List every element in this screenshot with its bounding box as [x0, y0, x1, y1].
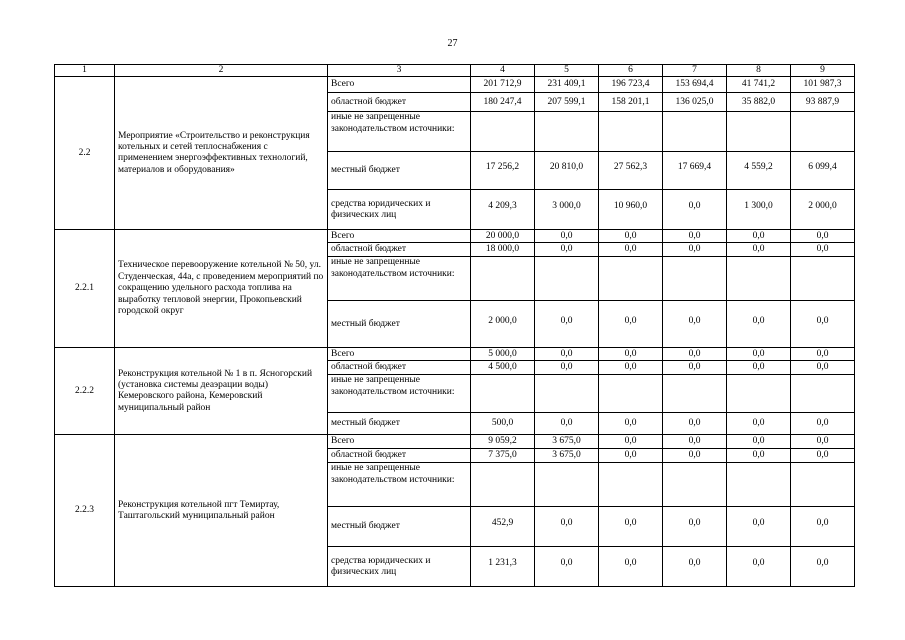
value-cell: 0,0	[791, 230, 855, 243]
value-cell: 0,0	[535, 507, 599, 547]
value-cell: 0,0	[791, 435, 855, 449]
funding-source-label: Всего	[328, 77, 471, 93]
column-number: 6	[599, 65, 663, 77]
value-cell: 20 810,0	[535, 152, 599, 190]
value-cell: 17 256,2	[471, 152, 535, 190]
value-cell: 136 025,0	[663, 93, 727, 112]
value-cell: 7 375,0	[471, 449, 535, 463]
value-cell	[535, 112, 599, 152]
value-cell: 0,0	[599, 547, 663, 587]
value-cell: 0,0	[663, 230, 727, 243]
section-title: Реконструкция котельной пгт Темиртау, Таштагольский муниципальный район	[115, 435, 328, 587]
value-cell: 5 000,0	[471, 348, 535, 361]
value-cell: 10 960,0	[599, 190, 663, 230]
value-cell: 0,0	[791, 361, 855, 375]
value-cell: 0,0	[535, 230, 599, 243]
table-row	[55, 77, 855, 93]
value-cell	[599, 257, 663, 301]
value-cell: 158 201,1	[599, 93, 663, 112]
value-cell: 0,0	[727, 230, 791, 243]
budget-table	[54, 64, 855, 587]
funding-source-label: иные не запрещенные законодательством источники:	[328, 257, 471, 301]
value-cell: 0,0	[535, 413, 599, 435]
column-number: 9	[791, 65, 855, 77]
value-cell: 0,0	[599, 507, 663, 547]
value-cell: 0,0	[727, 507, 791, 547]
value-cell: 0,0	[727, 449, 791, 463]
section-code: 2.2.3	[55, 435, 115, 587]
value-cell: 4 209,3	[471, 190, 535, 230]
value-cell: 0,0	[663, 190, 727, 230]
value-cell	[599, 112, 663, 152]
value-cell: 0,0	[791, 547, 855, 587]
value-cell	[727, 257, 791, 301]
section-code: 2.2	[55, 77, 115, 230]
value-cell: 0,0	[727, 361, 791, 375]
value-cell: 0,0	[663, 361, 727, 375]
funding-source-label: иные не запрещенные законодательством источники:	[328, 112, 471, 152]
value-cell: 196 723,4	[599, 77, 663, 93]
value-cell: 0,0	[727, 301, 791, 348]
section-code: 2.2.1	[55, 230, 115, 348]
value-cell: 18 000,0	[471, 243, 535, 257]
value-cell	[791, 257, 855, 301]
funding-source-label: местный бюджет	[328, 152, 471, 190]
funding-source-label: местный бюджет	[328, 507, 471, 547]
funding-source-label: областной бюджет	[328, 361, 471, 375]
value-cell: 0,0	[599, 413, 663, 435]
value-cell	[727, 112, 791, 152]
value-cell: 0,0	[663, 348, 727, 361]
value-cell: 0,0	[599, 435, 663, 449]
value-cell: 41 741,2	[727, 77, 791, 93]
value-cell: 4 559,2	[727, 152, 791, 190]
value-cell: 0,0	[791, 449, 855, 463]
value-cell: 9 059,2	[471, 435, 535, 449]
funding-source-label: местный бюджет	[328, 413, 471, 435]
value-cell: 0,0	[599, 449, 663, 463]
value-cell	[535, 257, 599, 301]
value-cell: 0,0	[727, 547, 791, 587]
value-cell	[791, 463, 855, 507]
value-cell	[727, 463, 791, 507]
funding-source-label: средства юридических и физических лиц	[328, 547, 471, 587]
value-cell	[535, 463, 599, 507]
funding-source-label: областной бюджет	[328, 449, 471, 463]
section-title: Мероприятие «Строительство и реконструкция котельных и сетей теплоснабжения с применением энергоэффективных технологий, материалов и оборудования»	[115, 77, 328, 230]
funding-source-label: Всего	[328, 435, 471, 449]
value-cell: 0,0	[791, 243, 855, 257]
funding-source-label: областной бюджет	[328, 243, 471, 257]
value-cell	[727, 375, 791, 413]
value-cell: 0,0	[599, 243, 663, 257]
table-row	[55, 230, 855, 243]
value-cell: 0,0	[663, 435, 727, 449]
value-cell: 3 675,0	[535, 449, 599, 463]
value-cell: 1 231,3	[471, 547, 535, 587]
value-cell: 27 562,3	[599, 152, 663, 190]
value-cell: 180 247,4	[471, 93, 535, 112]
value-cell: 3 675,0	[535, 435, 599, 449]
value-cell: 0,0	[791, 413, 855, 435]
value-cell: 207 599,1	[535, 93, 599, 112]
value-cell	[599, 375, 663, 413]
value-cell: 2 000,0	[471, 301, 535, 348]
value-cell	[471, 112, 535, 152]
value-cell: 452,9	[471, 507, 535, 547]
table-row	[55, 348, 855, 361]
value-cell: 101 987,3	[791, 77, 855, 93]
value-cell	[791, 112, 855, 152]
value-cell: 0,0	[535, 361, 599, 375]
column-number: 5	[535, 65, 599, 77]
column-number: 8	[727, 65, 791, 77]
value-cell: 1 300,0	[727, 190, 791, 230]
value-cell	[663, 257, 727, 301]
value-cell: 0,0	[663, 449, 727, 463]
value-cell: 93 887,9	[791, 93, 855, 112]
value-cell: 0,0	[663, 301, 727, 348]
value-cell: 0,0	[663, 507, 727, 547]
value-cell: 0,0	[727, 348, 791, 361]
value-cell: 0,0	[663, 547, 727, 587]
value-cell	[471, 257, 535, 301]
column-number: 1	[55, 65, 115, 77]
column-number: 4	[471, 65, 535, 77]
value-cell: 0,0	[599, 230, 663, 243]
value-cell: 3 000,0	[535, 190, 599, 230]
value-cell: 35 882,0	[727, 93, 791, 112]
value-cell: 201 712,9	[471, 77, 535, 93]
funding-source-label: областной бюджет	[328, 93, 471, 112]
value-cell: 0,0	[727, 413, 791, 435]
value-cell	[663, 112, 727, 152]
value-cell: 4 500,0	[471, 361, 535, 375]
value-cell	[599, 463, 663, 507]
table-row	[55, 435, 855, 449]
value-cell	[471, 463, 535, 507]
value-cell: 0,0	[599, 348, 663, 361]
funding-source-label: Всего	[328, 348, 471, 361]
value-cell	[663, 375, 727, 413]
funding-source-label: средства юридических и физических лиц	[328, 190, 471, 230]
funding-source-label: Всего	[328, 230, 471, 243]
column-number: 7	[663, 65, 727, 77]
section-title: Реконструкция котельной № 1 в п. Ясногорский (установка системы деаэрации воды) Кемеровского района, Кемеровский муниципальный район	[115, 348, 328, 435]
value-cell: 0,0	[599, 301, 663, 348]
value-cell: 17 669,4	[663, 152, 727, 190]
value-cell: 0,0	[535, 243, 599, 257]
value-cell: 0,0	[535, 348, 599, 361]
value-cell: 0,0	[791, 507, 855, 547]
funding-source-label: иные не запрещенные законодательством источники:	[328, 375, 471, 413]
value-cell: 0,0	[727, 435, 791, 449]
funding-source-label: местный бюджет	[328, 301, 471, 348]
value-cell: 6 099,4	[791, 152, 855, 190]
value-cell: 0,0	[791, 301, 855, 348]
value-cell: 0,0	[663, 413, 727, 435]
page-number: 27	[447, 38, 458, 49]
value-cell: 2 000,0	[791, 190, 855, 230]
value-cell: 0,0	[727, 243, 791, 257]
value-cell: 153 694,4	[663, 77, 727, 93]
value-cell: 231 409,1	[535, 77, 599, 93]
value-cell: 500,0	[471, 413, 535, 435]
value-cell: 0,0	[663, 243, 727, 257]
value-cell: 0,0	[535, 547, 599, 587]
column-number: 2	[115, 65, 328, 77]
value-cell	[663, 463, 727, 507]
value-cell	[535, 375, 599, 413]
section-code: 2.2.2	[55, 348, 115, 435]
value-cell: 20 000,0	[471, 230, 535, 243]
value-cell: 0,0	[535, 301, 599, 348]
value-cell: 0,0	[791, 348, 855, 361]
value-cell	[791, 375, 855, 413]
section-title: Техническое перевооружение котельной № 50, ул. Студенческая, 44а, с проведением мероприятий по сокращению удельного расхода топлива на выработку тепловой энергии, Прокопьевский городской округ	[115, 230, 328, 348]
column-number-row	[55, 65, 855, 77]
value-cell	[471, 375, 535, 413]
funding-source-label: иные не запрещенные законодательством источники:	[328, 463, 471, 507]
column-number: 3	[328, 65, 471, 77]
value-cell: 0,0	[599, 361, 663, 375]
